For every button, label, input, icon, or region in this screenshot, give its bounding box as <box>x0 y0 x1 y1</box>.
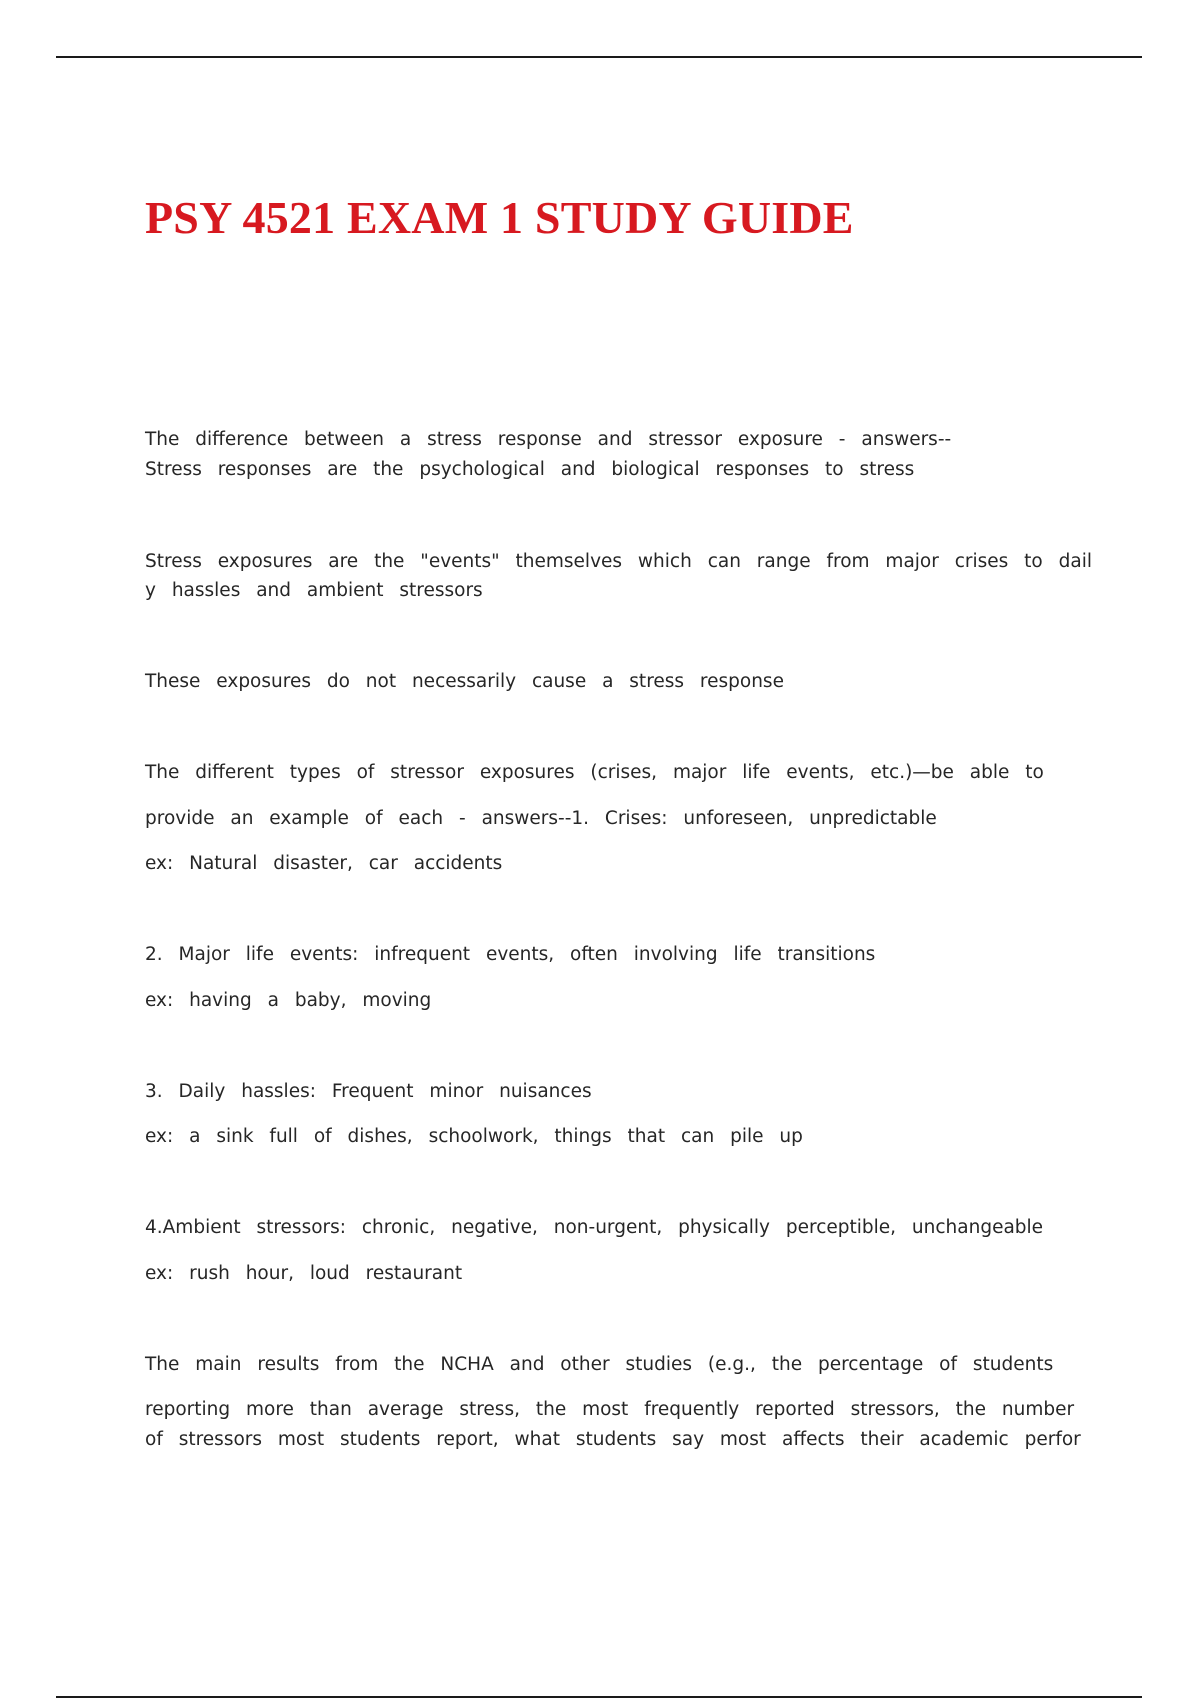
footer-rule <box>56 1696 1142 1698</box>
text-line: 2. Major life events: infrequent events, often involving life transitions <box>145 944 876 965</box>
text-line: Stress exposures are the "events" themselves which can range from major crises to dail <box>145 551 1092 572</box>
text-line: ex: a sink full of dishes, schoolwork, things that can pile up <box>145 1126 803 1147</box>
text-line: The main results from the NCHA and other studies (e.g., the percentage of students <box>145 1354 1054 1375</box>
text-line: ex: rush hour, loud restaurant <box>145 1263 463 1284</box>
text-line: 3. Daily hassles: Frequent minor nuisances <box>145 1081 592 1102</box>
text-line: provide an example of each - answers--1. Crises: unforeseen, unpredictable <box>145 808 937 829</box>
text-line: of stressors most students report, what students say most affects their academic perfor <box>145 1429 1081 1450</box>
text-line: ex: Natural disaster, car accidents <box>145 853 503 874</box>
text-line: The difference between a stress response and stressor exposure - answers-- <box>145 429 952 450</box>
text-line: Stress responses are the psychological and biological responses to stress <box>145 459 915 480</box>
text-line: reporting more than average stress, the most frequently reported stressors, the number <box>145 1399 1075 1420</box>
text-line: The different types of stressor exposures (crises, major life events, etc.)—be able to <box>145 762 1044 783</box>
text-line: ex: having a baby, moving <box>145 990 432 1011</box>
text-line: y hassles and ambient stressors <box>145 580 483 601</box>
header-rule <box>56 56 1142 58</box>
text-line: 4.Ambient stressors: chronic, negative, non-urgent, physically perceptible, unchangeable <box>145 1217 1044 1238</box>
document-title: PSY 4521 EXAM 1 STUDY GUIDE <box>145 192 854 243</box>
text-line: These exposures do not necessarily cause a stress response <box>145 671 784 692</box>
